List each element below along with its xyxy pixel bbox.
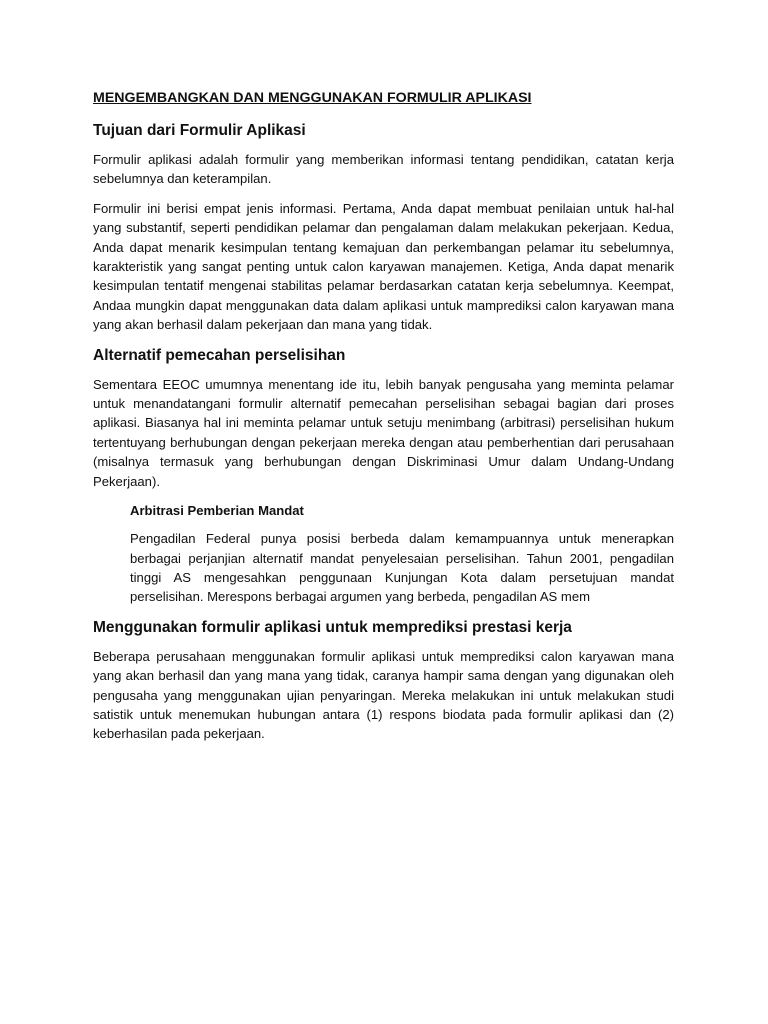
subsection-arbitrasi	[130, 501, 674, 607]
section-heading-tujuan: Tujuan dari Formulir Aplikasi	[93, 122, 306, 139]
paragraph-tujuan-2: Formulir ini berisi empat jenis informasi. Pertama, Anda dapat membuat penilaian untuk hal-hal yang substantif, seperti pendidikan pelamar dan pengalaman dalam melakukan pekerjaan. Kedua, Anda dapat menarik kesimpulan tentang kemajuan dan perkembangan pelamar itu sebelumnya, karakteristik yang sangat penting untuk calon karyawan manajemen. Ketiga, Anda dapat menarik kesimpulan tentatif mengenai stabilitas pelamar berdasarkan catatan kerja sebelumnya. Keempat, Andaa mungkin dapat menggunakan data dalam aplikasi untuk mamprediksi calon karyawan mana yang akan berhasil dalam pekerjaan dan mana yang tidak.	[93, 200, 674, 333]
subsection-heading-arbitrasi: Arbitrasi Pemberian Mandat	[130, 503, 304, 519]
paragraph-alternatif-1: Sementara EEOC umumnya menentang ide itu, lebih banyak pengusaha yang meminta pelamar untuk menandatangani formulir alternatif pemecahan perselisihan sebagai bagian dari proses aplikasi. Biasanya hal ini meminta pelamar untuk setuju menimbang (arbitrasi) perselisihan hukum tertentuyang berhubungan dengan pekerjaan mereka dengan atau pemberhentian dari perusahaan (misalnya termasuk yang berhubungan dengan Diskriminasi Umur dalam Undang-Undang Pekerjaan).	[93, 376, 674, 489]
paragraph-tujuan-1: Formulir aplikasi adalah formulir yang memberikan informasi tentang pendidikan, catatan kerja sebelumnya dan keterampilan.	[93, 152, 674, 187]
document-page	[93, 88, 674, 754]
paragraph-arbitrasi: Pengadilan Federal punya posisi berbeda dalam kemampuannya untuk menerapkan berbagai perjanjian alternatif mandat penyelesaian perselisihan. Tahun 2001, pengadilan tinggi AS mengesahkan penggunaan Kunjungan Kota dalam persetujuan mandat perselisihan. Merespons berbagai argumen yang berbeda, pengadilan AS mem	[130, 531, 674, 605]
section-heading-alternatif: Alternatif pemecahan perselisihan	[93, 346, 346, 364]
section-heading-prediksi: Menggunakan formulir aplikasi untuk memprediksi prestasi kerja	[93, 618, 572, 636]
document-title: MENGEMBANGKAN DAN MENGGUNAKAN FORMULIR APLIKASI	[93, 90, 532, 106]
paragraph-prediksi-1: Beberapa perusahaan menggunakan formulir aplikasi untuk memprediksi calon karyawan mana yang akan berhasil dan yang mana yang tidak, caranya hampir sama dengan yang digunakan oleh pengusaha yang menggunakan ujian penyaringan. Mereka melakukan ini untuk melakukan studi satistik untuk menemukan hubungan antara (1) respons biodata pada formulir aplikasi dan (2) keberhasilan pada pekerjaan.	[93, 648, 674, 742]
